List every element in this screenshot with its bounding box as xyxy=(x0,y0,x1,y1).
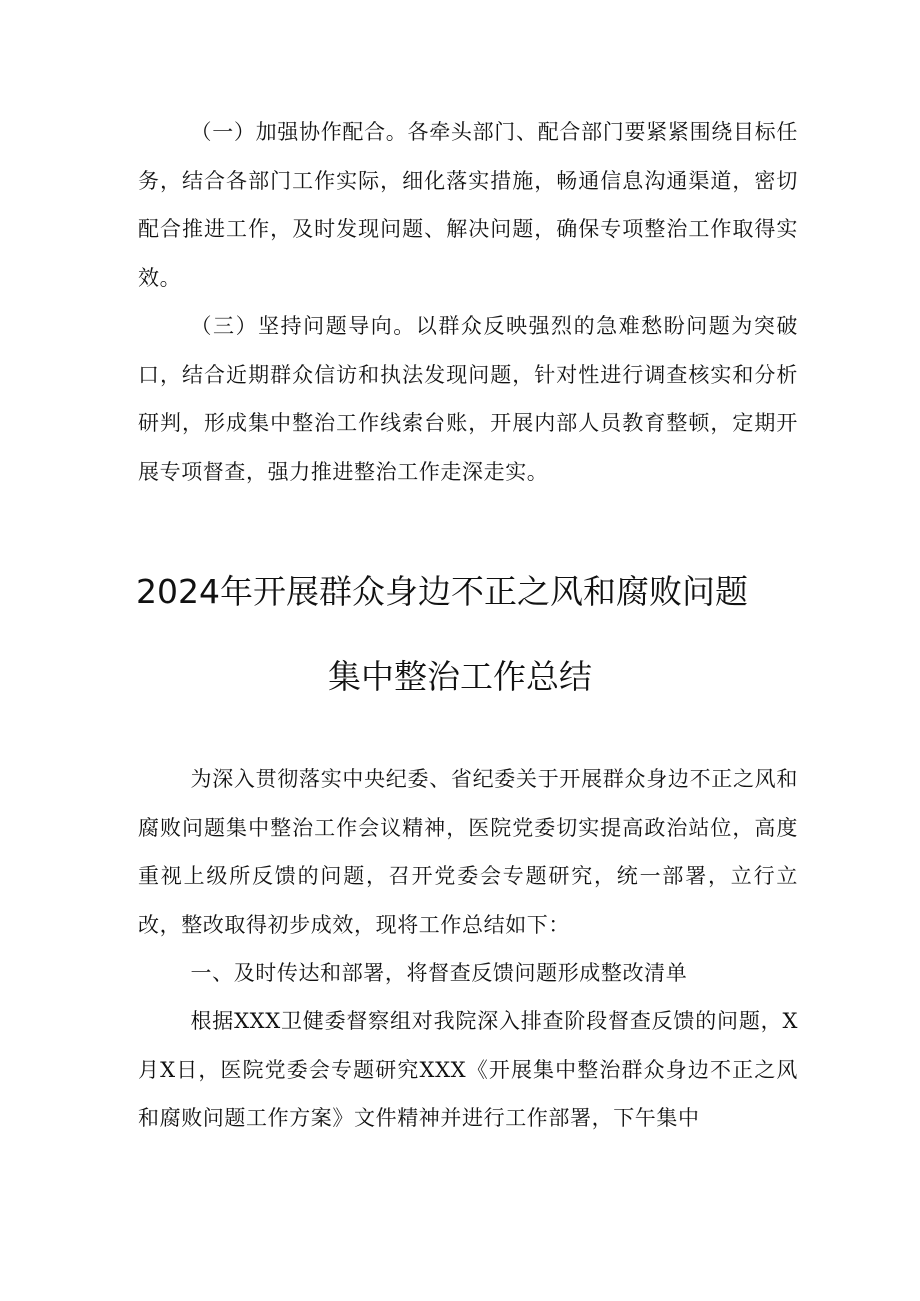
paragraph-problem-orientation: （三）坚持问题导向。以群众反映强烈的急难愁盼问题为突破口，结合近期群众信访和执法发现问题，针对性进行调查核实和分析研判，形成集中整治工作线索台账，开展内部人员教育整顿，定期开展专项督查，强力推进整治工作走深走实。 xyxy=(138,314,798,484)
paragraph-section-1-body: 根据XXX卫健委督察组对我院深入排查阶段督查反馈的问题，X月X日，医院党委会专题研究XXX《开展集中整治群众身边不正之风和腐败问题工作方案》文件精神并进行工作部署，下午集中 xyxy=(138,1009,798,1130)
paragraph-strengthen-cooperation: （一）加强协作配合。各牵头部门、配合部门要紧紧围绕目标任务，结合各部门工作实际，细化落实措施，畅通信息沟通渠道，密切配合推进工作，及时发现问题、解决问题，确保专项整治工作取得实效。 xyxy=(138,120,798,290)
document-title-line-2: 集中整治工作总结 xyxy=(328,657,592,696)
document-title-line-1: 2024年开展群众身边不正之风和腐败问题 xyxy=(136,572,748,611)
section-heading-1: 一、及时传达和部署，将督查反馈问题形成整改清单 xyxy=(190,961,688,985)
paragraph-intro: 为深入贯彻落实中央纪委、省纪委关于开展群众身边不正之风和腐败问题集中整治工作会议精神，医院党委切实提高政治站位，高度重视上级所反馈的问题，召开党委会专题研究，统一部署，立行立改，整改取得初步成效，现将工作总结如下： xyxy=(138,767,798,937)
